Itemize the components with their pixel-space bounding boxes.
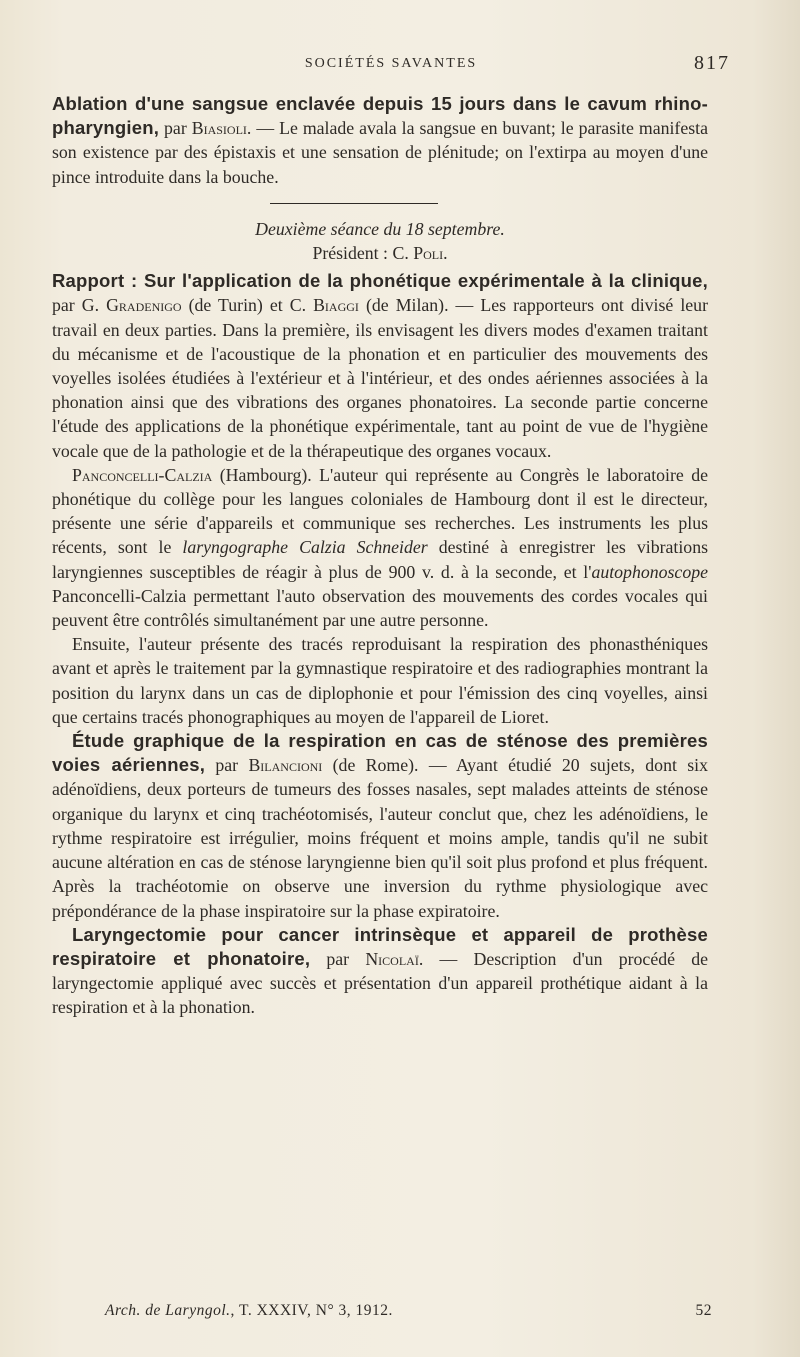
article-title: Ablation d'une sangsue enclavée depuis 15 jours dans le cavum rhino-pharyngien, (52, 93, 708, 139)
author-name: Panconcelli-Calzia (72, 464, 213, 485)
author-name: Bilancioni (248, 755, 323, 776)
article-rapport: Rapport : Sur l'application de la phonétique expérimentale à la clinique, par G. Gradenigo (de Turin) et C. Biaggi (de Milan). — Les rapporteurs ont divisé leur travail en deux parties. Dans la première, ils envisagent les divers modes d'examen traitant du mécanisme et de l'acoustique de la phonation et en particulier des mouvements des voyelles isolées étudiées à l'extérieur et à l'intérieur, et des ondes aériennes associées à la phonation ainsi que des vibrations des organes phonatoires. La seconde partie concerne l'étude des applications de la phonétique expérimentale, tant au point de vue de l'hygiène vocale que de la pathologie et de la thérapeutique des organes vocaux. (52, 270, 708, 461)
session-title: Deuxième séance du 18 septembre. (255, 218, 505, 239)
page-number: 817 (694, 52, 730, 74)
sheet-number: 52 (695, 1302, 712, 1319)
article-paragraph: Ensuite, l'auteur présente des tracés reproduisant la respiration des phonasthéniques avant et après le traitement par la gymnastique respiratoire et des radiographies montrant la position du larynx dans un cas de diplophonie et pour l'émission des cinq voyelles, ainsi que certains tracés phonographiques au moyen de l'appareil de Lioret. (52, 634, 708, 727)
journal-volume: , T. XXXIV, N° 3, 1912. (230, 1302, 393, 1319)
running-head: SOCIÉTÉS SAVANTES (304, 56, 478, 71)
instrument-name: laryngographe Calzia Schneider (182, 537, 428, 558)
article-panconcelli: Panconcelli-Calzia (Hambourg). L'auteur qui représente au Congrès le laboratoire de phonétique du collège pour les langues coloniales de Hambourg dont il est le directeur, présente une série d'appareils et communique ses recherches. Les instruments les plus récents, sont le laryngographe Calzia Schneider destiné à enregistrer les vibrations laryngiennes susceptibles de réagir à plus de 900 v. d. à la seconde, et l'autophonoscope Panconcelli-Calzia permettant l'auto observation des mouvements des cordes vocales qui peuvent être contrôlés simultanément par une autre personne. (52, 464, 709, 631)
article-bilancioni: Étude graphique de la respiration en cas de sténose des premières voies aériennes, par Bilancioni (de Rome). — Ayant étudié 20 sujets, dont six adénoïdiens, deux porteurs de tumeurs des fosses nasales, sept malades atteints de sténose organique du larynx et cinq trachéotomisés, l'auteur conclut que, chez les adénoïdiens, le rythme respiratoire est irrégulier, moins fréquent et moins ample, tandis qu'il ne subit aucune altération en cas de sténose laryngienne bien qu'il soit plus profond et plus fréquent. Après la trachéotomie on observe une inversion du rythme physiologique avec prépondérance de la phase inspiratoire sur la phase expiratoire. (52, 730, 708, 921)
page-body (52, 92, 708, 1020)
article-title: Étude graphique de la respiration en cas de sténose des premières voies aériennes, (52, 730, 708, 776)
article-text: . — Description d'un procédé de laryngectomie appliqué avec succès et présentation d'un appareil prothétique aidant à la respiration et à la phonation. (52, 948, 708, 1018)
article-text: (de Milan). — Les rapporteurs ont divisé leur travail en deux parties. Dans la première, ils envisagent les divers modes d'examen traitant du mécanisme et de l'acoustique de la phonation et en particulier des mouvements des voyelles isolées étudiées à l'extérieur et à l'intérieur, et des ondes aériennes associées à la phonation ainsi que des vibrations des organes phonatoires. La seconde partie concerne l'étude des applications de la phonétique expérimentale, tant au point de vue de l'hygiène vocale que de la pathologie et de la thérapeutique des organes vocaux. (52, 295, 708, 461)
president-name: C. Poli (392, 243, 444, 264)
article-text: (de Rome). — Ayant étudié 20 sujets, dont six adénoïdiens, deux porteurs de tumeurs des fosses nasales, sept malades atteints de sténose organique du larynx et cinq trachéotomisés, l'auteur conclut que, chez les adénoïdiens, le rythme respiratoire est irrégulier, moins fréquent et moins ample, tandis qu'il ne subit aucune altération en cas de sténose laryngienne bien qu'il soit plus profond et plus fréquent. Après la trachéotomie on observe une inversion du rythme physiologique avec prépondérance de la phase inspiratoire sur la phase expiratoire. (52, 755, 708, 921)
page-header (52, 52, 730, 82)
author-name: Gradenigo (106, 295, 182, 316)
session-president: Président : C. Poli. (312, 243, 448, 264)
article-title: Laryngectomie pour cancer intrinsèque et appareil de prothèse respiratoire et phonatoire, (52, 923, 708, 969)
author-name: Biaggi (313, 295, 359, 316)
author-name: Biasioli (191, 118, 247, 139)
page-footer (105, 1302, 712, 1328)
section-divider (52, 189, 708, 217)
instrument-name: autophonoscope (591, 561, 708, 582)
article-text: . — Le malade avala la sangsue en buvant; le parasite manifesta son existence par des épistaxis et une sensation de plénitude; on l'extirpa au moyen d'une pince introduite dans la bouche. (52, 118, 708, 187)
article-title: Rapport : Sur l'application de la phonétique expérimentale à la clinique, (52, 270, 708, 292)
journal-title: Arch. de Laryngol. (105, 1302, 231, 1319)
article-biasioli: Ablation d'une sangsue enclavée depuis 15 jours dans le cavum rhino-pharyngien, par Biasioli. — Le malade avala la sangsue en buvant; le parasite manifesta son existence par des épistaxis et une sensation de plénitude; on l'extirpa au moyen d'une pince introduite dans la bouche. (52, 93, 708, 187)
author-name: Nicolaï (365, 948, 419, 969)
article-nicolai: Laryngectomie pour cancer intrinsèque et appareil de prothèse respiratoire et phonatoire, par Nicolaï. — Description d'un procédé de laryngectomie appliqué avec succès et présentation d'un appareil prothétique aidant à la respiration et à la phonation. (52, 923, 708, 1018)
